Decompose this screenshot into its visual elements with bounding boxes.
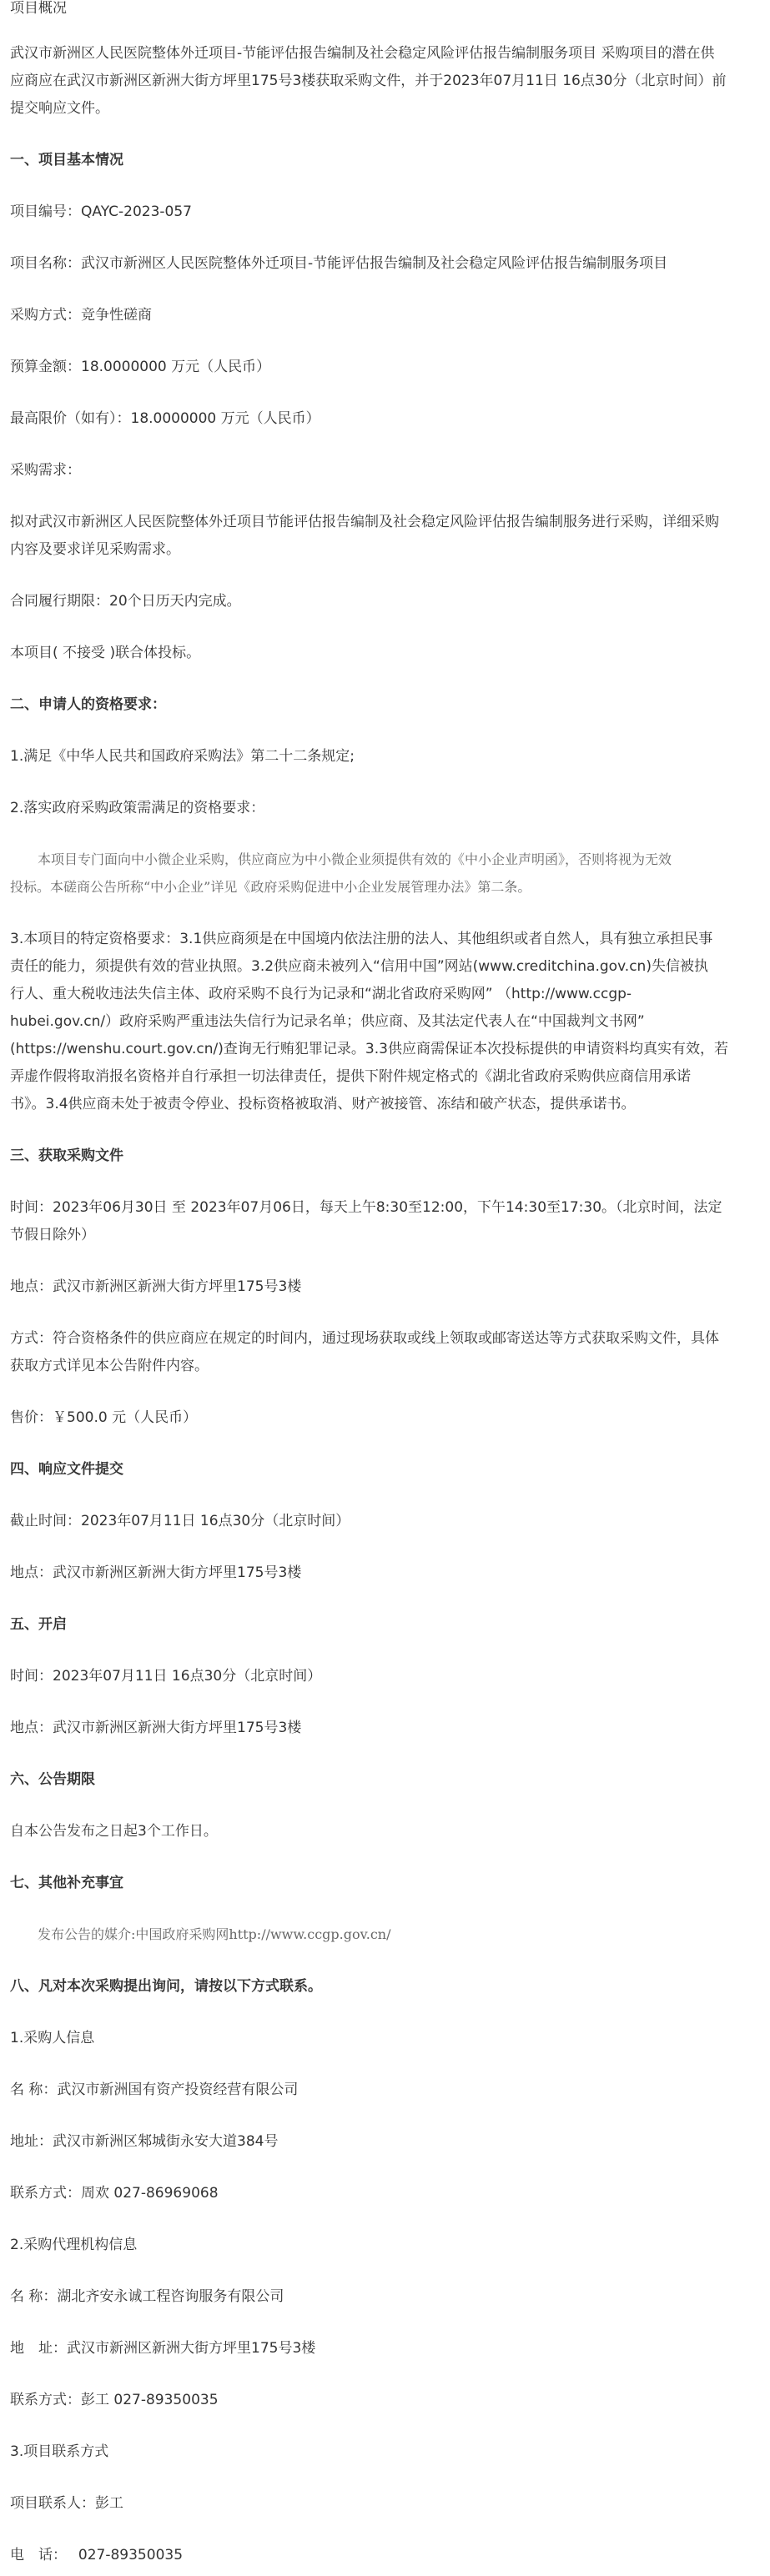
acquisition-location: 地点：武汉市新洲区新洲大街方坪里175号3楼	[10, 1278, 302, 1295]
project-name: 项目名称：武汉市新洲区人民医院整体外迁项目-节能评估报告编制及社会稳定风险评估报告编制服务项目	[10, 255, 668, 272]
announcement-period: 自本公告发布之日起3个工作日。	[10, 1823, 218, 1840]
max-price: 最高限价（如有）：18.0000000 万元（人民币）	[10, 410, 320, 427]
purchaser-address: 地址：武汉市新洲区邾城街永安大道384号	[10, 2133, 279, 2150]
section-heading: 二、申请人的资格要求：	[10, 696, 166, 713]
specific-qualification-line: 弄虚作假将取消报名资格并自行承担一切法律责任，提供下附件规定格式的《湖北省政府采购供应商信用承诺	[10, 1068, 691, 1085]
overview-text-line: 应商应在武汉市新洲区新洲大街方坪里175号3楼获取采购文件，并于2023年07月11日 16点30分（北京时间）前	[10, 73, 727, 89]
acquisition-method-line: 方式：符合资格条件的供应商应在规定的时间内，通过现场获取或线上领取或邮寄送达等方式获取采购文件，具体	[10, 1330, 719, 1347]
section-heading: 七、其他补充事宜	[10, 1875, 123, 1891]
requirements-text-line: 拟对武汉市新洲区人民医院整体外迁项目节能评估报告编制及社会稳定风险评估报告编制服务进行采购，详细采购	[10, 514, 719, 530]
overview-text-line: 武汉市新洲区人民医院整体外迁项目-节能评估报告编制及社会稳定风险评估报告编制服务项目 采购项目的潜在供	[10, 45, 715, 62]
specific-qualification-line: 责任的能力，须提供有效的营业执照。3.2供应商未被列入“信用中国”网站(www.creditchina.gov.cn)失信被执	[10, 958, 708, 975]
section-heading: 一、项目基本情况	[10, 152, 123, 168]
section-heading: 三、获取采购文件	[10, 1147, 123, 1164]
agency-contact: 联系方式：彭工 027-89350035	[10, 2392, 219, 2408]
purchaser-heading: 1.采购人信息	[10, 2030, 95, 2046]
agency-name: 名 称：湖北齐安永诚工程咨询服务有限公司	[10, 2288, 284, 2305]
agency-heading: 2.采购代理机构信息	[10, 2237, 138, 2253]
project-number: 项目编号：QAYC-2023-057	[10, 203, 192, 220]
acquisition-time-line: 时间：2023年06月30日 至 2023年07月06日，每天上午8:30至12:00，下午14:30至17:30。（北京时间，法定	[10, 1199, 722, 1216]
specific-qualification-line: 书》。3.4供应商未处于被责令停业、投标资格被取消、财产被接管、冻结和破产状态，提供承诺书。	[10, 1096, 636, 1112]
section-heading: 四、响应文件提交	[10, 1461, 123, 1478]
agency-address: 地 址：武汉市新洲区新洲大街方坪里175号3楼	[10, 2340, 316, 2357]
specific-qualification-line: 3.本项目的特定资格要求：3.1供应商须是在中国境内依法注册的法人、其他组织或者自然人，具有独立承担民事	[10, 931, 713, 947]
submission-deadline: 截止时间：2023年07月11日 16点30分（北京时间）	[10, 1513, 350, 1529]
consortium-note: 本项目( 不接受 )联合体投标。	[10, 645, 201, 661]
publication-media: 发布公告的媒介:中国政府采购网http://www.ccgp.gov.cn/	[38, 1926, 391, 1942]
section-heading: 八、凡对本次采购提出询问，请按以下方式联系。	[10, 1978, 322, 1995]
contract-period: 合同履行期限：20个日历天内完成。	[10, 593, 241, 610]
acquisition-method-line: 获取方式详见本公告附件内容。	[10, 1358, 209, 1374]
sme-policy-line: 投标。本磋商公告所称“中小企业”详见《政府采购促进中小企业发展管理办法》第二条。	[10, 879, 531, 895]
submission-location: 地点：武汉市新洲区新洲大街方坪里175号3楼	[10, 1564, 302, 1581]
specific-qualification-line: (https://wenshu.court.gov.cn/)查询无行贿犯罪记录。3.3供应商需保证本次投标提供的申请资料均真实有效，若	[10, 1041, 728, 1057]
requirements-text-line: 内容及要求详见采购需求。	[10, 541, 180, 558]
specific-qualification-line: hubei.gov.cn/）政府采购严重违法失信行为记录名单；供应商、及其法定代表人在“中国裁判文书网”	[10, 1013, 645, 1030]
overview-heading: 项目概况	[10, 0, 67, 17]
purchaser-name: 名 称：武汉市新洲国有资产投资经营有限公司	[10, 2081, 299, 2098]
section-heading: 五、开启	[10, 1616, 67, 1633]
procurement-method: 采购方式：竞争性磋商	[10, 307, 152, 324]
opening-location: 地点：武汉市新洲区新洲大街方坪里175号3楼	[10, 1720, 302, 1736]
budget-amount: 预算金额：18.0000000 万元（人民币）	[10, 359, 271, 375]
opening-time: 时间：2023年07月11日 16点30分（北京时间）	[10, 1668, 322, 1685]
project-contact-phone: 电 话： 027-89350035	[10, 2547, 184, 2563]
acquisition-time-line: 节假日除外）	[10, 1227, 95, 1243]
qualification-item: 2.落实政府采购政策需满足的资格要求：	[10, 800, 265, 816]
requirements-label: 采购需求：	[10, 462, 81, 479]
sme-policy-line: 本项目专门面向中小微企业采购，供应商应为中小微企业须提供有效的《中小企业声明函》，否则将视为无效	[38, 851, 672, 867]
project-contact-person: 项目联系人：彭工	[10, 2495, 123, 2512]
specific-qualification-line: 行人、重大税收违法失信主体、政府采购不良行为记录和“湖北省政府采购网” （http://www.ccgp-	[10, 986, 632, 1002]
qualification-item: 1.满足《中华人民共和国政府采购法》第二十二条规定;	[10, 748, 355, 765]
project-contact-heading: 3.项目联系方式	[10, 2443, 109, 2460]
section-heading: 六、公告期限	[10, 1771, 95, 1788]
document-price: 售价：￥500.0 元（人民币）	[10, 1409, 198, 1426]
purchaser-contact: 联系方式：周欢 027-86969068	[10, 2185, 219, 2202]
overview-text-line: 提交响应文件。	[10, 100, 109, 117]
